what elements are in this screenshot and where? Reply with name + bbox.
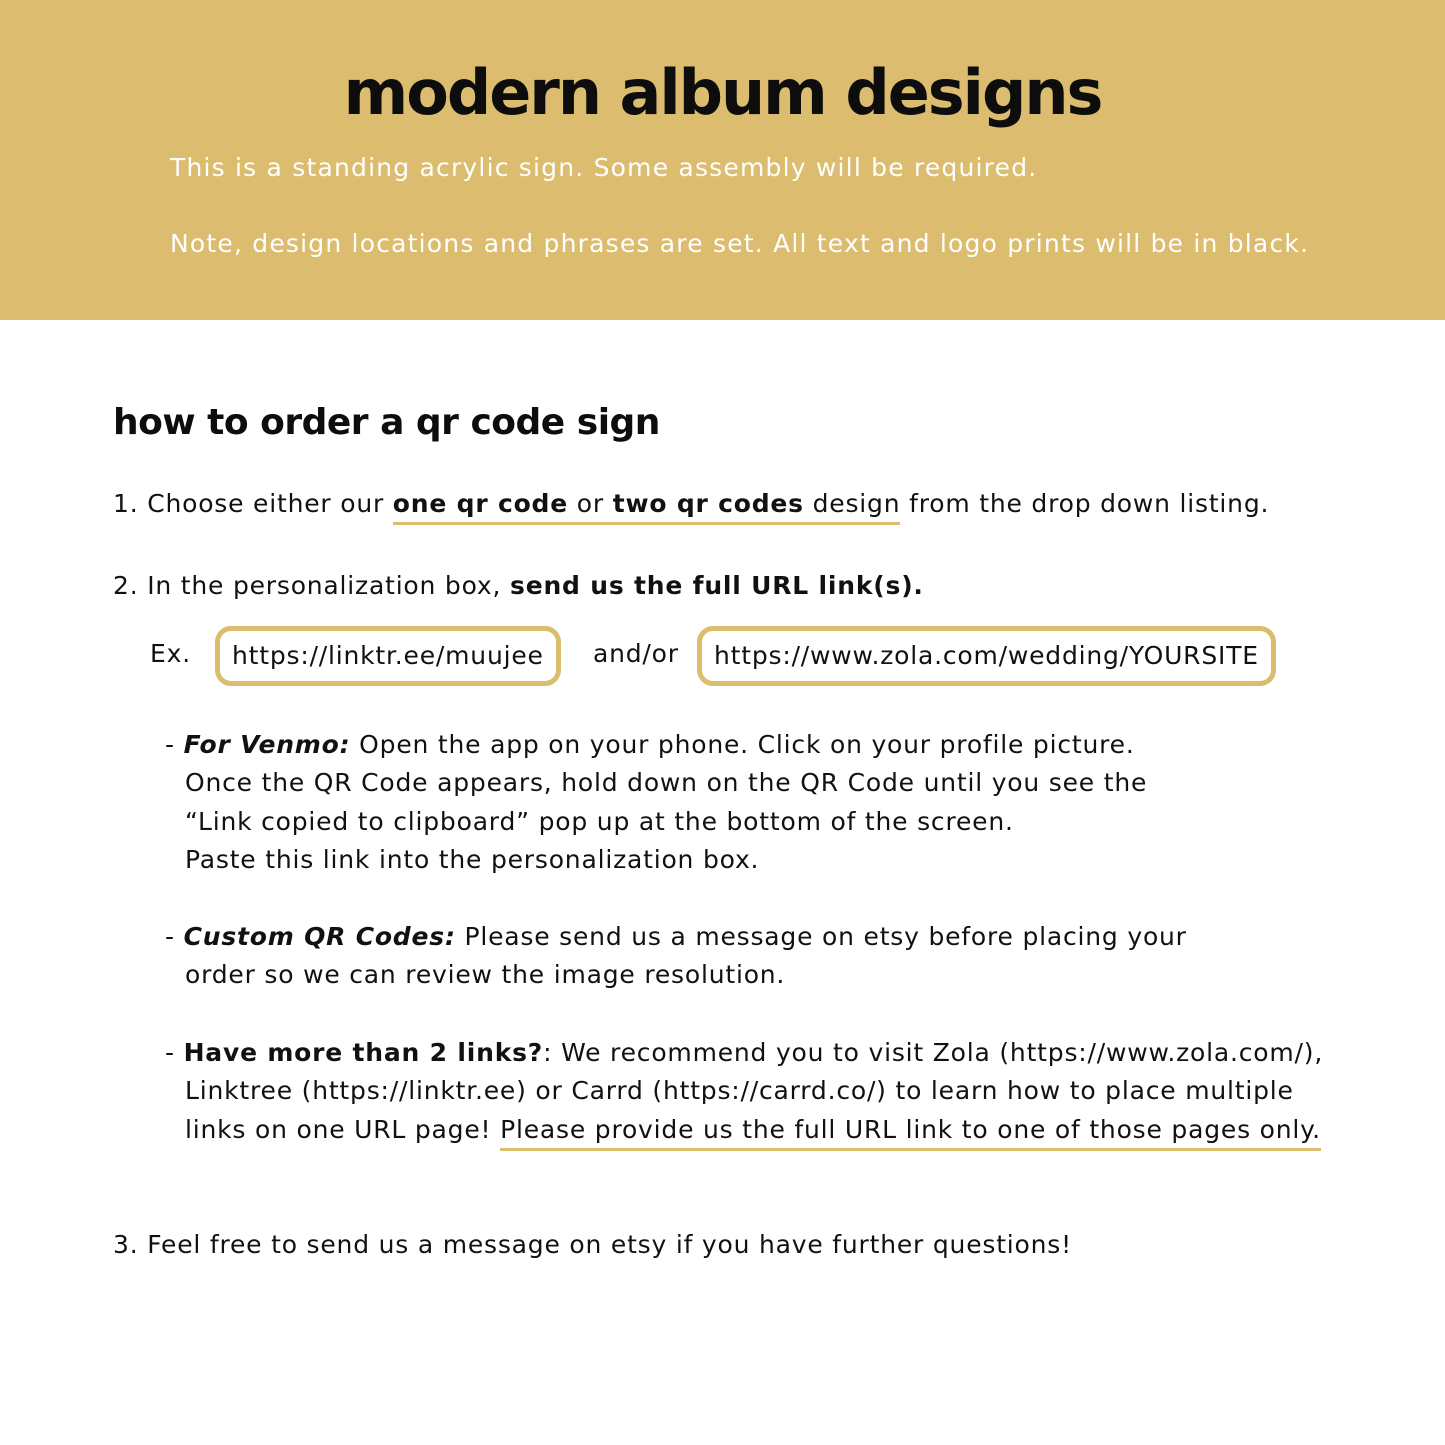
custom-title: Custom QR Codes: [183, 922, 456, 951]
step-1-or: or [568, 489, 613, 518]
links-text-3a: links on one URL page! [185, 1115, 501, 1144]
venmo-title: For Venmo: [183, 730, 351, 759]
venmo-text-1: Open the app on your phone. Click on your profile picture. [350, 730, 1135, 759]
links-text-1: : We recommend you to visit Zola (https://www.zola.com/), [543, 1038, 1324, 1067]
step-2-bold: send us the full URL link(s). [510, 571, 924, 600]
venmo-line-3: “Link copied to clipboard” pop up at the bottom of the screen. [185, 807, 1014, 836]
custom-line-2: order so we can review the image resolution. [185, 960, 786, 989]
links-line-2: Linktree (https://linktr.ee) or Carrd (https://carrd.co/) to learn how to place multiple [185, 1076, 1294, 1105]
step-2 [113, 571, 924, 600]
venmo-line-1 [165, 730, 1135, 759]
links-dash: - [165, 1038, 184, 1067]
design-note: Note, design locations and phrases are set. All text and logo prints will be in black. [170, 229, 1310, 258]
example-joiner: and/or [593, 639, 679, 668]
assembly-note: This is a standing acrylic sign. Some assembly will be required. [170, 153, 1038, 182]
header-banner [0, 0, 1445, 320]
venmo-line-4: Paste this link into the personalization box. [185, 845, 760, 874]
links-line-3 [185, 1115, 1321, 1144]
step-1-prefix: 1. Choose either our [113, 489, 393, 518]
custom-line-1 [165, 922, 1187, 951]
design-options-underline [393, 489, 901, 525]
step-1-suffix: from the drop down listing. [900, 489, 1270, 518]
links-highlight: Please provide us the full URL link to one of those pages only. [500, 1115, 1321, 1151]
option-two-qr: two qr codes [612, 489, 804, 518]
links-line-1 [165, 1038, 1323, 1067]
step-1-design: design [803, 489, 901, 518]
custom-text-1: Please send us a message on etsy before placing your [455, 922, 1187, 951]
section-title: how to order a qr code sign [113, 402, 660, 443]
example-label: Ex. [150, 639, 191, 668]
venmo-dash: - [165, 730, 184, 759]
example-url-zola: https://www.zola.com/wedding/YOURSITE [697, 626, 1276, 686]
step-2-prefix: 2. In the personalization box, [113, 571, 511, 600]
brand-title: modern album designs [343, 56, 1102, 129]
step-3: 3. Feel free to send us a message on etsy if you have further questions! [113, 1230, 1072, 1259]
option-one-qr: one qr code [392, 489, 569, 518]
example-url-linktree: https://linktr.ee/muujee [215, 626, 561, 686]
step-1 [113, 489, 1269, 518]
venmo-line-2: Once the QR Code appears, hold down on the QR Code until you see the [185, 768, 1148, 797]
custom-dash: - [165, 922, 184, 951]
links-title: Have more than 2 links? [183, 1038, 544, 1067]
